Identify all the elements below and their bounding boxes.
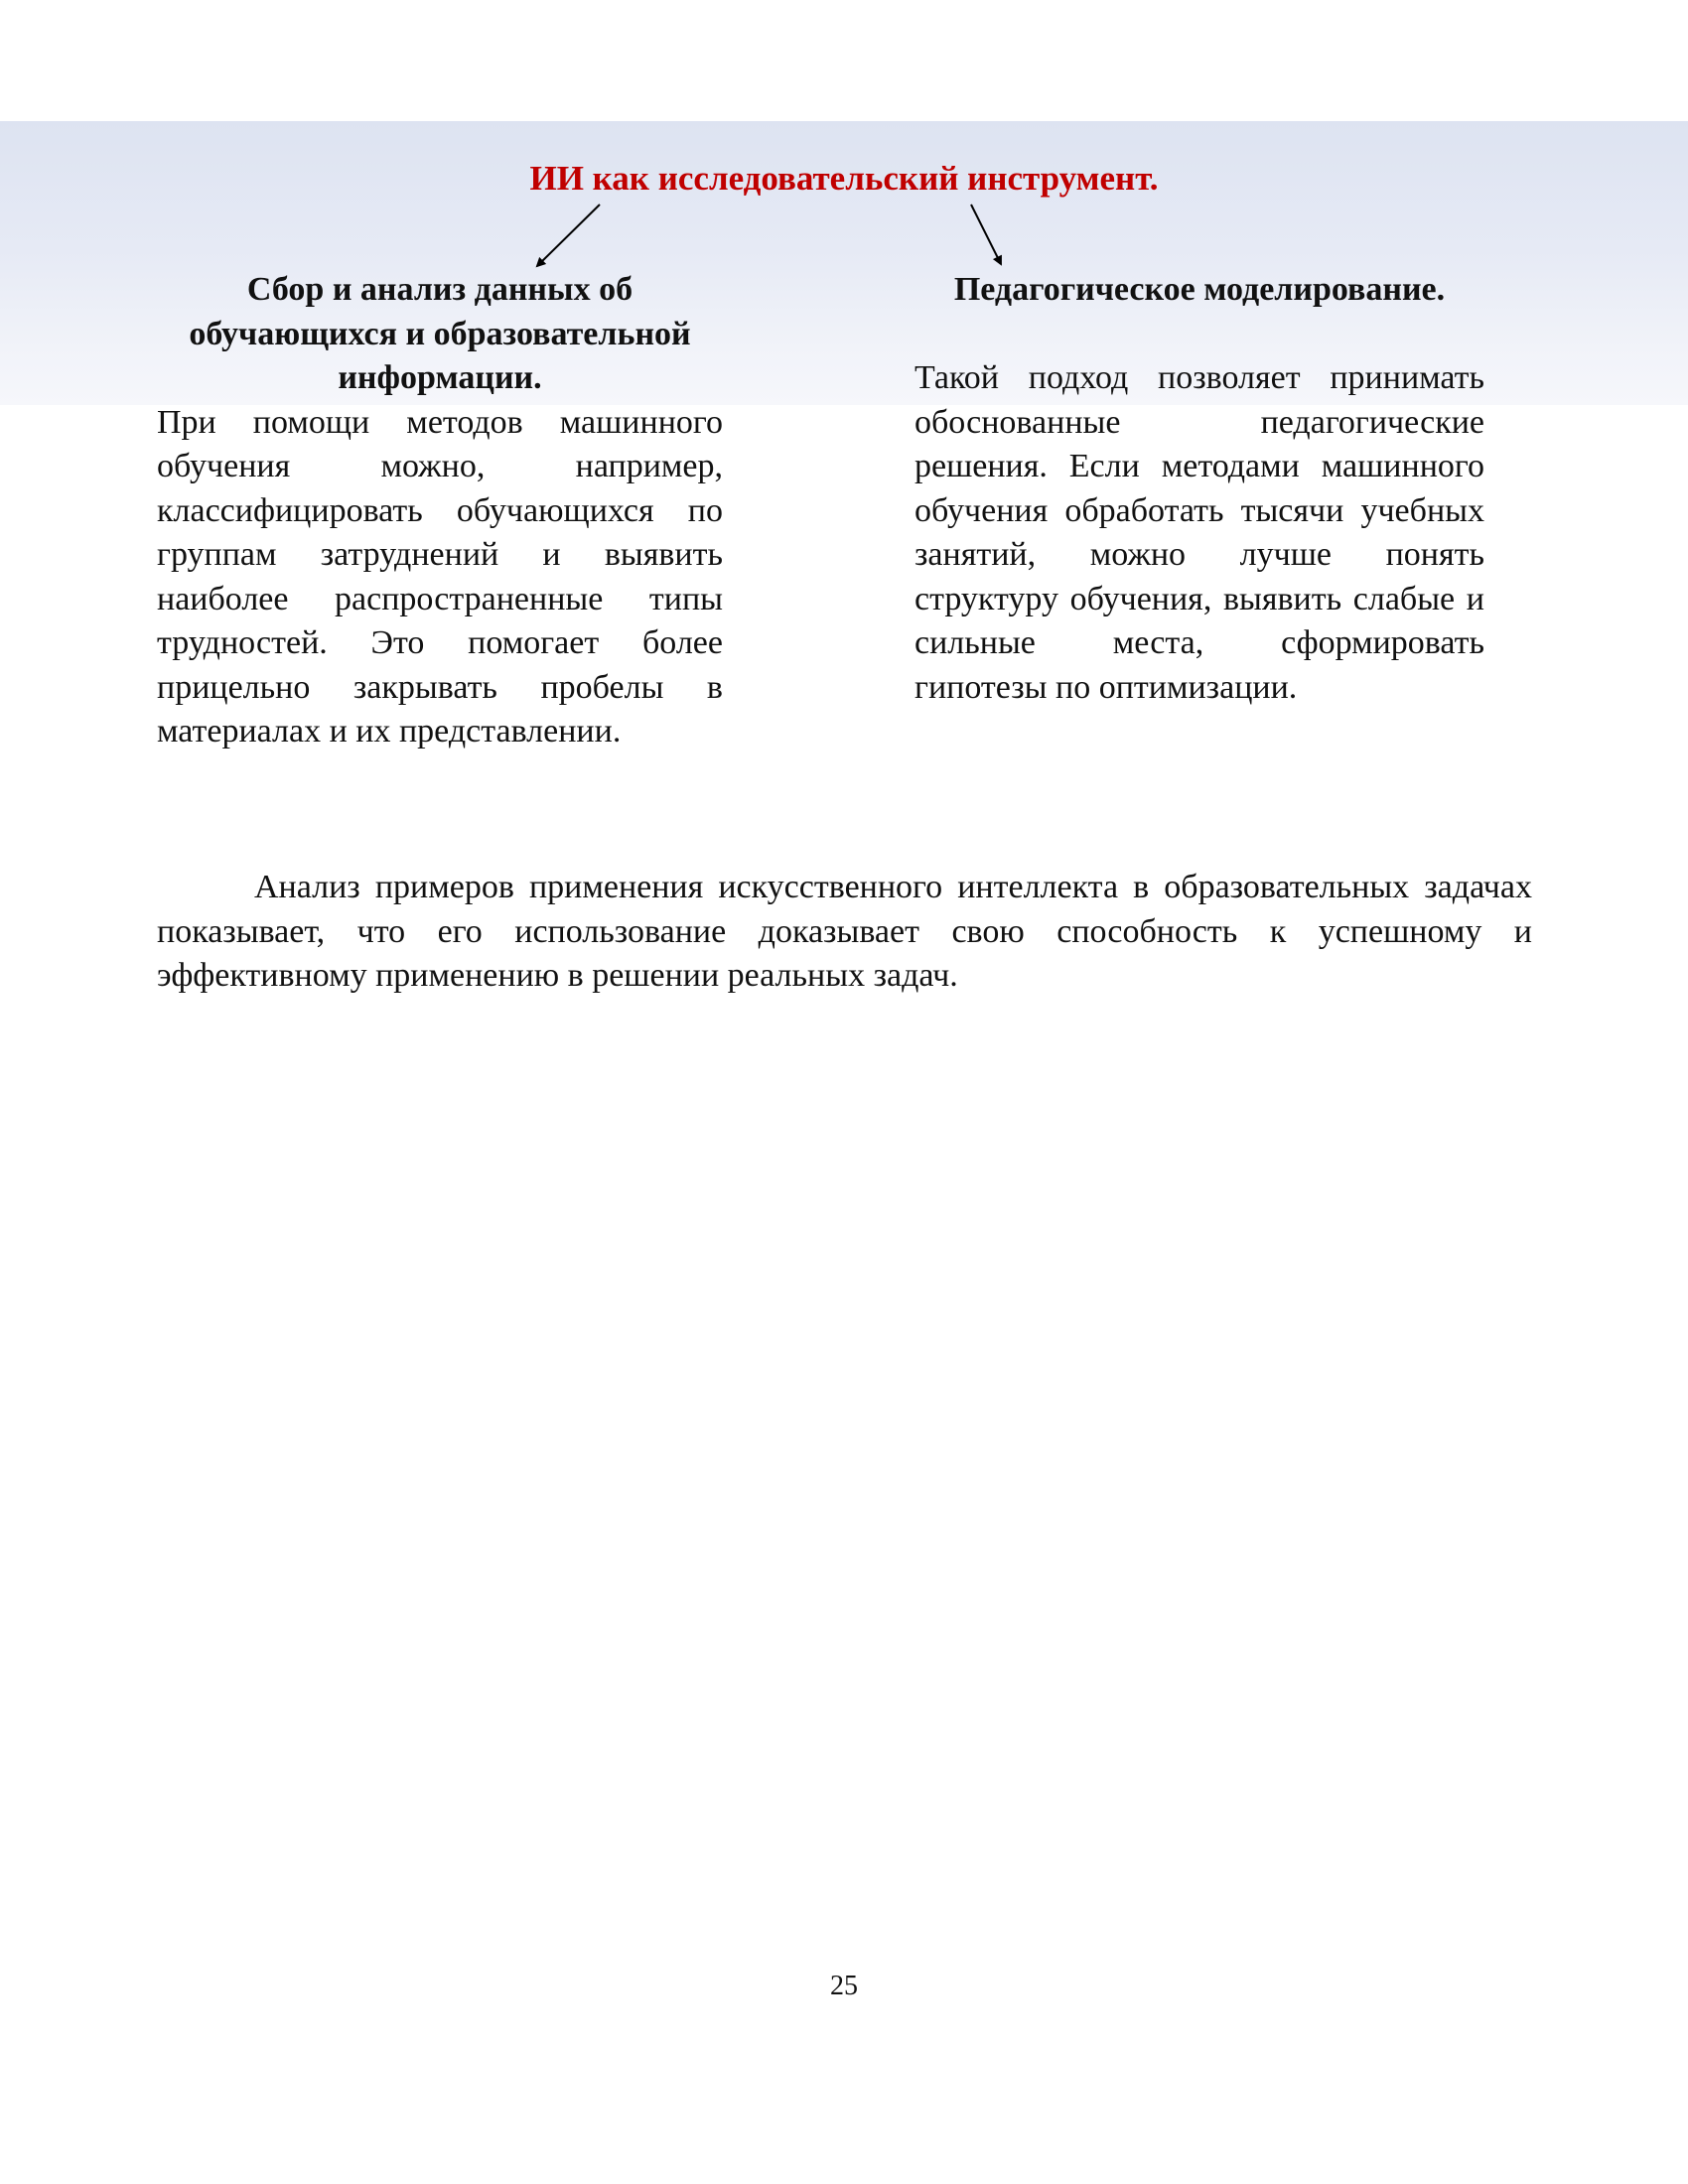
diagram-arrows xyxy=(0,0,1688,298)
left-column-title: Сбор и анализ данных об обучающихся и образовательной информации. xyxy=(189,271,691,396)
arrow-right xyxy=(971,205,1001,264)
right-column-text: Такой подход позволяет принимать обоснованные педагогические решения. Если методами машинного обучения обработать тысячи учебных занятий, можно лучше понять структуру обучения, выявить слабые и сильные места, сформировать гипотезы по оптимизации. xyxy=(914,359,1484,706)
left-column xyxy=(157,268,723,754)
right-column-title: Педагогическое моделирование. xyxy=(953,271,1446,308)
right-column xyxy=(914,268,1484,710)
arrow-left xyxy=(537,205,600,266)
conclusion-paragraph: Анализ примеров применения искусственного интеллекта в образовательных задачах показывает, что его использование доказывает свою способность к успешному и эффективному применению в решении реальных задач. xyxy=(157,869,1532,994)
section-heading: ИИ как исследовательский инструмент. xyxy=(529,159,1159,198)
left-column-text: При помощи методов машинного обучения можно, например, классифицировать обучающихся по группам затруднений и выявить наиболее распространенные типы трудностей. Это помогает более прицельно закрывать пробелы в материалах и их представлении. xyxy=(157,403,723,750)
page-number: 25 xyxy=(830,1971,858,2001)
